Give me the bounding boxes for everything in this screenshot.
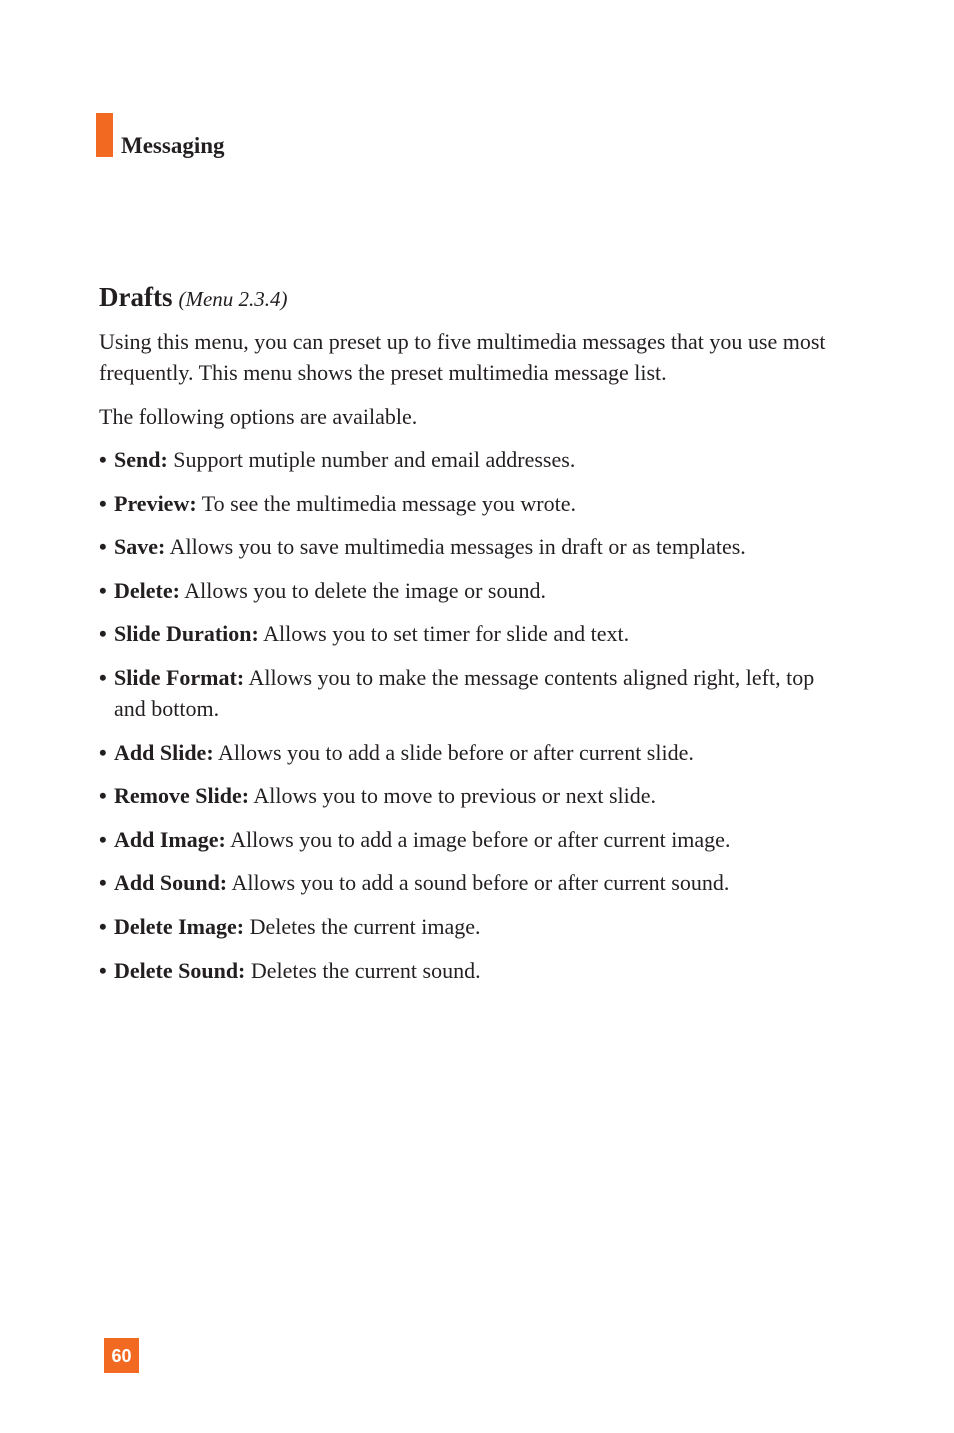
option-description: Allows you to save multimedia messages in draft or as templates.: [169, 534, 746, 560]
bullet-icon: •: [99, 957, 107, 983]
option-term: Add Image:: [114, 826, 226, 852]
option-term: Preview:: [114, 490, 197, 516]
option-description: Allows you to move to previous or next slide.: [253, 783, 657, 809]
menu-reference: (Menu 2.3.4): [178, 287, 288, 311]
options-list: [99, 444, 839, 986]
list-item: [99, 955, 839, 986]
option-term: Slide Duration:: [114, 621, 259, 647]
section-marker: [96, 113, 113, 157]
option-term: Send:: [114, 447, 168, 472]
heading-title: Drafts: [99, 282, 173, 312]
option-term: Save:: [114, 534, 166, 560]
page-content: [99, 280, 839, 998]
option-term: Delete Image:: [114, 913, 245, 939]
section-title: Messaging: [121, 133, 225, 158]
option-term: Delete:: [114, 577, 180, 603]
option-term: Slide Format:: [114, 664, 245, 690]
bullet-icon: •: [99, 826, 107, 852]
list-item: [99, 824, 839, 855]
list-item: [99, 488, 839, 519]
list-item: [99, 867, 839, 898]
bullet-icon: •: [99, 621, 107, 647]
option-term: Remove Slide:: [114, 783, 250, 809]
option-description: Allows you to add a image before or after current image.: [230, 826, 731, 852]
option-term: Add Sound:: [114, 870, 228, 896]
list-item: [99, 444, 839, 475]
bullet-icon: •: [99, 870, 107, 896]
bullet-icon: •: [99, 913, 107, 939]
options-intro: The following options are available.: [99, 404, 418, 429]
list-item: [99, 531, 839, 562]
option-description: Allows you to set timer for slide and text.: [263, 621, 630, 647]
bullet-icon: •: [99, 739, 107, 765]
option-description: Allows you to add a slide before or after current slide.: [217, 739, 694, 765]
option-term: Add Slide:: [114, 739, 214, 765]
bullet-icon: •: [99, 664, 107, 690]
bullet-icon: •: [99, 534, 107, 560]
option-description: Allows you to make the message contents aligned right, left, top and bottom.: [114, 664, 815, 721]
page-heading: [99, 280, 839, 316]
page-number-badge: 60: [104, 1338, 139, 1373]
list-item: [99, 780, 839, 811]
option-description: Deletes the current image.: [249, 913, 481, 939]
option-description: Allows you to add a sound before or after current sound.: [231, 870, 730, 896]
option-description: Support mutiple number and email addresses.: [173, 447, 576, 472]
option-term: Delete Sound:: [114, 957, 246, 983]
bullet-icon: •: [99, 447, 107, 472]
bullet-icon: •: [99, 783, 107, 809]
list-item: [99, 662, 839, 724]
option-description: Allows you to delete the image or sound.: [184, 577, 546, 603]
option-description: Deletes the current sound.: [250, 957, 481, 983]
list-item: [99, 575, 839, 606]
list-item: [99, 618, 839, 649]
bullet-icon: •: [99, 577, 107, 603]
intro-paragraph: Using this menu, you can preset up to five multimedia messages that you use most frequently. This menu shows the preset multimedia message list.: [99, 329, 826, 385]
bullet-icon: •: [99, 490, 107, 516]
list-item: [99, 911, 839, 942]
list-item: [99, 737, 839, 768]
option-description: To see the multimedia message you wrote.: [201, 490, 576, 516]
